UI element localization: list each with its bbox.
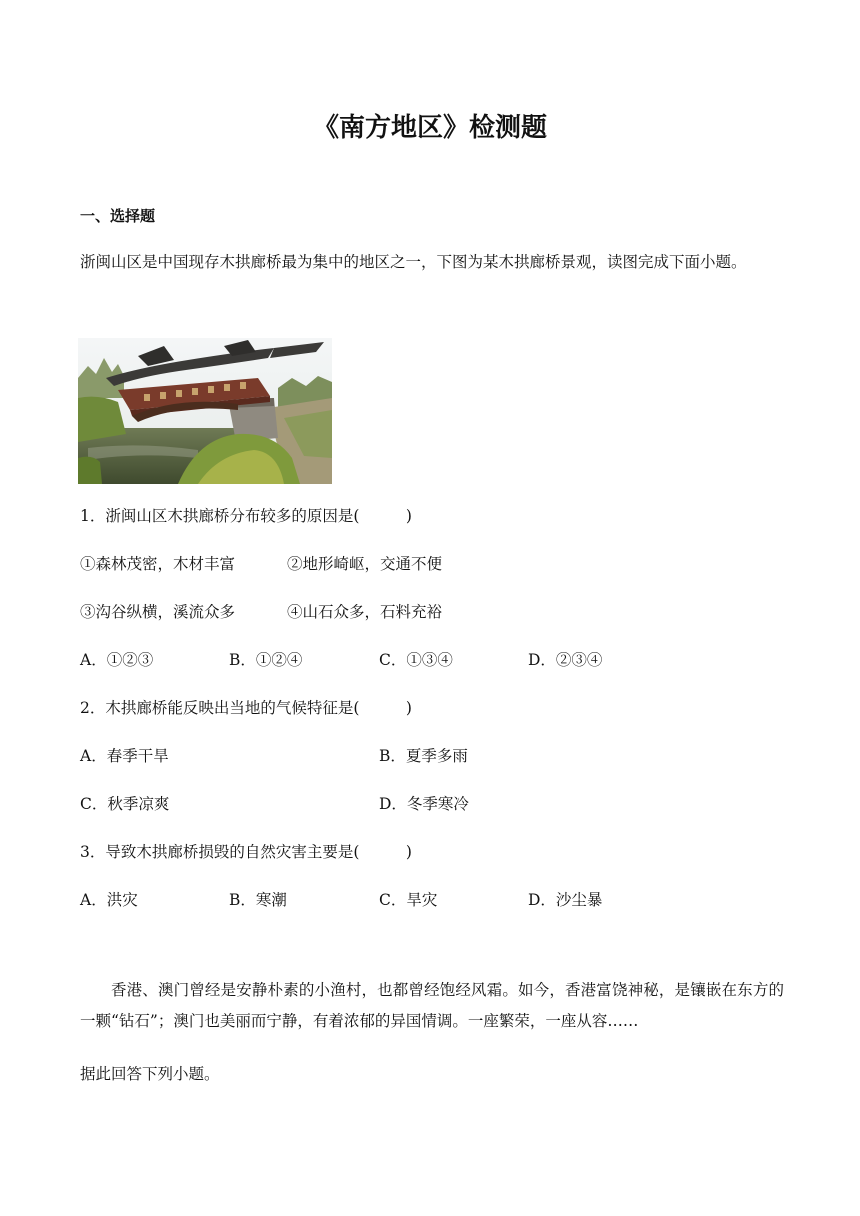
option-d[interactable]: D．沙尘暴 <box>528 891 603 909</box>
page-title: 《南方地区》检测题 <box>312 113 547 143</box>
option-a[interactable]: A．洪灾 <box>80 891 138 909</box>
question-3-stem: 3．导致木拱廊桥损毁的自然灾害主要是( ) <box>80 843 412 861</box>
option-b[interactable]: B．夏季多雨 <box>379 747 468 765</box>
statement-item: ③沟谷纵横，溪流众多 <box>80 603 236 621</box>
statement-item: ②地形崎岖，交通不便 <box>287 555 443 573</box>
statement-item: ④山石众多，石料充裕 <box>287 603 443 621</box>
option-d[interactable]: D．冬季寒冷 <box>379 795 469 813</box>
question-2-stem: 2．木拱廊桥能反映出当地的气候特征是( ) <box>80 699 412 717</box>
covered-bridge-photo <box>78 338 332 484</box>
intro-paragraph: 浙闽山区是中国现存木拱廊桥最为集中的地区之一，下图为某木拱廊桥景观，读图完成下面小题。 <box>80 253 747 271</box>
option-d[interactable]: D．②③④ <box>528 651 603 669</box>
statement-item: ①森林茂密，木材丰富 <box>80 555 236 573</box>
option-b[interactable]: B．寒潮 <box>229 891 287 909</box>
option-c[interactable]: C．秋季凉爽 <box>80 795 170 813</box>
passage-2-prompt: 据此回答下列小题。 <box>80 1065 220 1083</box>
option-a[interactable]: A．①②③ <box>80 651 154 669</box>
question-1-stem: 1．浙闽山区木拱廊桥分布较多的原因是( ) <box>80 507 412 525</box>
option-c[interactable]: C．旱灾 <box>379 891 438 909</box>
option-b[interactable]: B．①②④ <box>229 651 303 669</box>
section-heading: 一、选择题 <box>80 207 156 225</box>
option-c[interactable]: C．①③④ <box>379 651 453 669</box>
option-a[interactable]: A．春季干旱 <box>80 747 169 765</box>
passage-2-text: 香港、澳门曾经是安静朴素的小渔村，也都曾经饱经风霜。如今，香港富饶神秘，是镶嵌在东方的一颗“钻石”；澳门也美丽而宁静，有着浓郁的异国情调。一座繁荣，一座从容…… <box>80 981 784 1030</box>
